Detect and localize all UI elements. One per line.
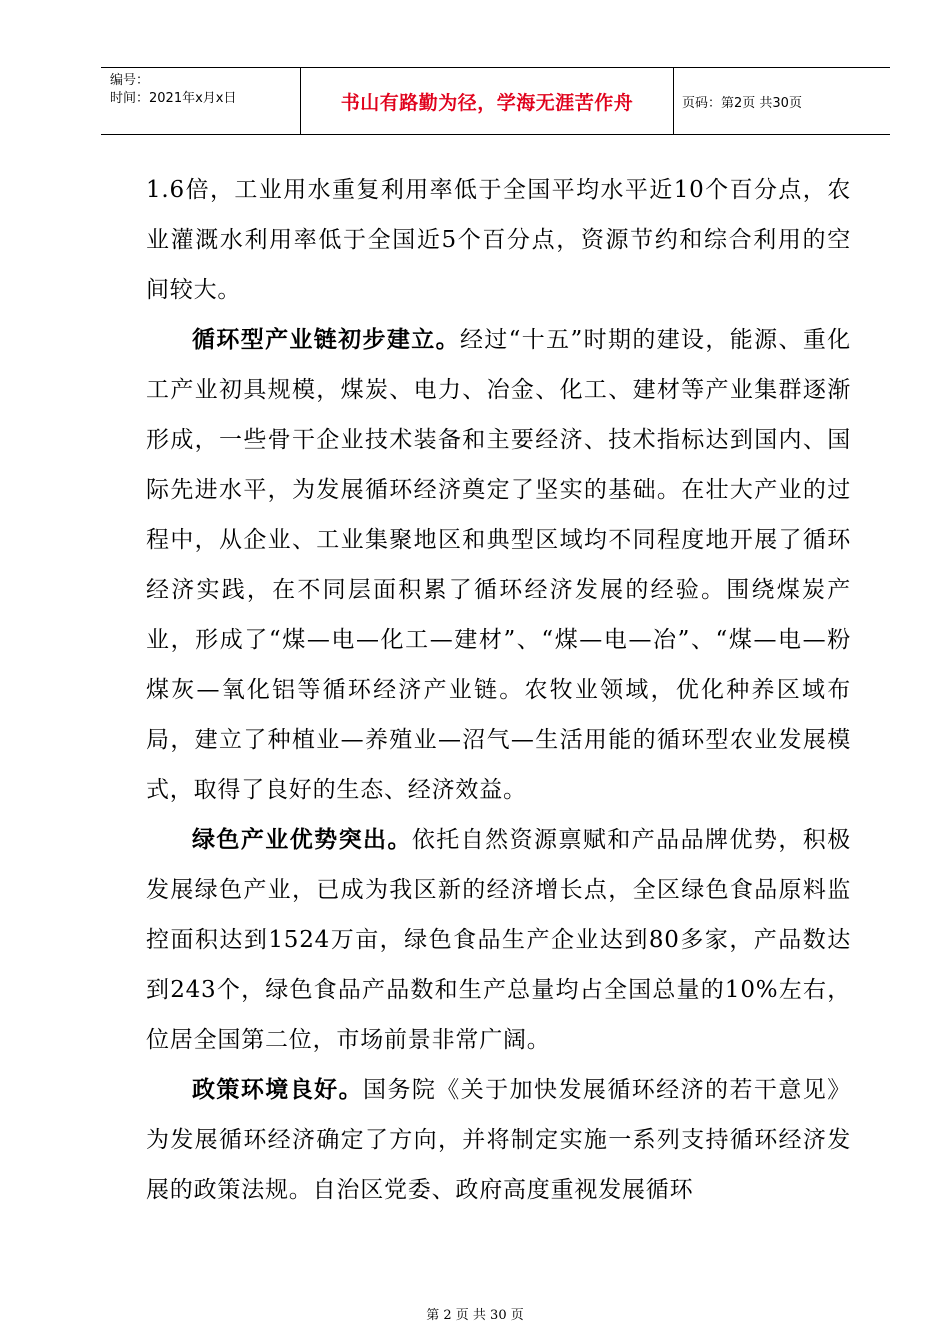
paragraph-3 xyxy=(146,815,851,1065)
paragraph-2 xyxy=(146,315,851,815)
paragraph-4 xyxy=(146,1065,851,1215)
header-meta xyxy=(101,68,301,134)
paragraph-3-text: 依托自然资源禀赋和产品品牌优势，积极发展绿色产业，已成为我区新的经济增长点，全区绿色食品原料监控面积达到1524万亩，绿色食品生产企业达到80多家，产品数达到243个，绿色食品产品数和生产总量均占全国总量的10%左右，位居全国第二位，市场前景非常广阔。 xyxy=(146,827,851,1053)
header-motto: 书山有路勤为径，学海无涯苦作舟 xyxy=(301,68,674,134)
paragraph-2-text: 经过“十五”时期的建设，能源、重化工产业初具规模，煤炭、电力、冶金、化工、建材等产业集群逐渐形成，一些骨干企业技术装备和主要经济、技术指标达到国内、国际先进水平，为发展循环经济奠定了坚实的基础。在壮大产业的过程中，从企业、工业集聚地区和典型区域均不同程度地开展了循环经济实践，在不同层面积累了循环经济发展的经验。围绕煤炭产业，形成了“煤—电—化工—建材”、“煤—电—冶”、“煤—电—粉煤灰—氧化铝等循环经济产业链。农牧业领域，优化种养区域布局，建立了种植业—养殖业—沼气—生活用能的循环型农业发展模式，取得了良好的生态、经济效益。 xyxy=(146,327,851,803)
paragraph-1-text: 1.6倍，工业用水重复利用率低于全国平均水平近10个百分点，农业灌溉水利用率低于全国近5个百分点，资源节约和综合利用的空间较大。 xyxy=(146,177,851,303)
paragraph-4-text: 国务院《关于加快发展循环经济的若干意见》为发展循环经济确定了方向，并将制定实施一系列支持循环经济发展的政策法规。自治区党委、政府高度重视发展循环 xyxy=(146,1077,851,1203)
paragraph-4-heading: 政策环境良好。 xyxy=(192,1076,364,1103)
header-page-label: 页码：第2页 共30页 xyxy=(682,95,802,111)
page-header xyxy=(101,67,890,135)
document-body xyxy=(146,165,851,1215)
time-label: 时间：2021年x月x日 xyxy=(110,91,237,106)
page-footer: 第 2 页 共 30 页 xyxy=(426,1308,524,1323)
paragraph-2-heading: 循环型产业链初步建立。 xyxy=(192,326,460,353)
number-label: 编号： xyxy=(110,73,150,88)
paragraph-1 xyxy=(146,165,851,315)
paragraph-3-heading: 绿色产业优势突出。 xyxy=(192,826,412,853)
